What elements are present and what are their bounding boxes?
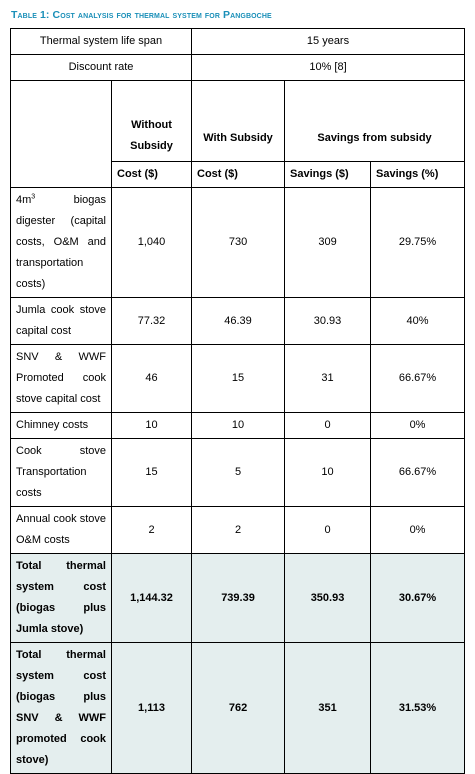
table-row [11, 413, 465, 439]
total-savings: 351 [285, 643, 371, 774]
table-caption: Table 1: Cost analysis for thermal system for Pangboche [11, 9, 272, 21]
cell-savings: 10 [285, 439, 371, 507]
cell-savings: 0 [285, 413, 371, 439]
discount-rate-label: Discount rate [11, 55, 192, 81]
total-with: 762 [192, 643, 285, 774]
life-span-value: 15 years [192, 29, 465, 55]
discount-rate-value: 10% [8] [192, 55, 465, 81]
total-row [11, 554, 465, 643]
header-with-subsidy: With Subsidy [192, 81, 285, 162]
cell-without: 77.32 [112, 298, 192, 345]
header-cost-without: Cost ($) [112, 162, 192, 188]
cell-without: 10 [112, 413, 192, 439]
cell-with: 46.39 [192, 298, 285, 345]
total-pct: 30.67% [371, 554, 465, 643]
total-pct: 31.53% [371, 643, 465, 774]
row-label: Cook stove Transportation costs [11, 439, 112, 507]
row-label: Annual cook stove O&M costs [11, 507, 112, 554]
cell-pct: 40% [371, 298, 465, 345]
cell-savings: 30.93 [285, 298, 371, 345]
cell-with: 730 [192, 188, 285, 298]
cell-with: 2 [192, 507, 285, 554]
total-label: Total thermal system cost (biogas plus SNV & WWF promoted cook stove) [11, 643, 112, 774]
cell-pct: 66.67% [371, 345, 465, 413]
row-label: SNV & WWF Promoted cook stove capital cost [11, 345, 112, 413]
header-blank-cell [11, 81, 112, 188]
header-savings-dollar: Savings ($) [285, 162, 371, 188]
cell-without: 2 [112, 507, 192, 554]
total-row [11, 643, 465, 774]
table-row [11, 507, 465, 554]
row-label: $4m^3$ biogas digester (capital costs, O&M and transportation costs) [11, 188, 112, 298]
table-row [11, 439, 465, 507]
header-row [11, 81, 465, 162]
total-without: 1,113 [112, 643, 192, 774]
header-cost-with: Cost ($) [192, 162, 285, 188]
cell-without: 46 [112, 345, 192, 413]
row-label: Jumla cook stove capital cost [11, 298, 112, 345]
cell-savings: 309 [285, 188, 371, 298]
cell-savings: 31 [285, 345, 371, 413]
cell-with: 10 [192, 413, 285, 439]
table-row [11, 298, 465, 345]
table-row [11, 29, 465, 55]
total-savings: 350.93 [285, 554, 371, 643]
cost-analysis-table [10, 28, 465, 774]
cell-savings: 0 [285, 507, 371, 554]
total-label: Total thermal system cost (biogas plus Jumla stove) [11, 554, 112, 643]
cell-pct: 29.75% [371, 188, 465, 298]
total-with: 739.39 [192, 554, 285, 643]
header-savings-from-subsidy: Savings from subsidy [285, 81, 465, 162]
row-label: Chimney costs [11, 413, 112, 439]
header-without-subsidy: Without Subsidy [112, 81, 192, 162]
cell-pct: 66.67% [371, 439, 465, 507]
table-row [11, 188, 465, 298]
cell-without: 15 [112, 439, 192, 507]
cell-with: 5 [192, 439, 285, 507]
table-row [11, 345, 465, 413]
cell-with: 15 [192, 345, 285, 413]
cell-without: 1,040 [112, 188, 192, 298]
life-span-label: Thermal system life span [11, 29, 192, 55]
total-without: 1,144.32 [112, 554, 192, 643]
cell-pct: 0% [371, 507, 465, 554]
cell-pct: 0% [371, 413, 465, 439]
header-savings-pct: Savings (%) [371, 162, 465, 188]
table-row [11, 55, 465, 81]
